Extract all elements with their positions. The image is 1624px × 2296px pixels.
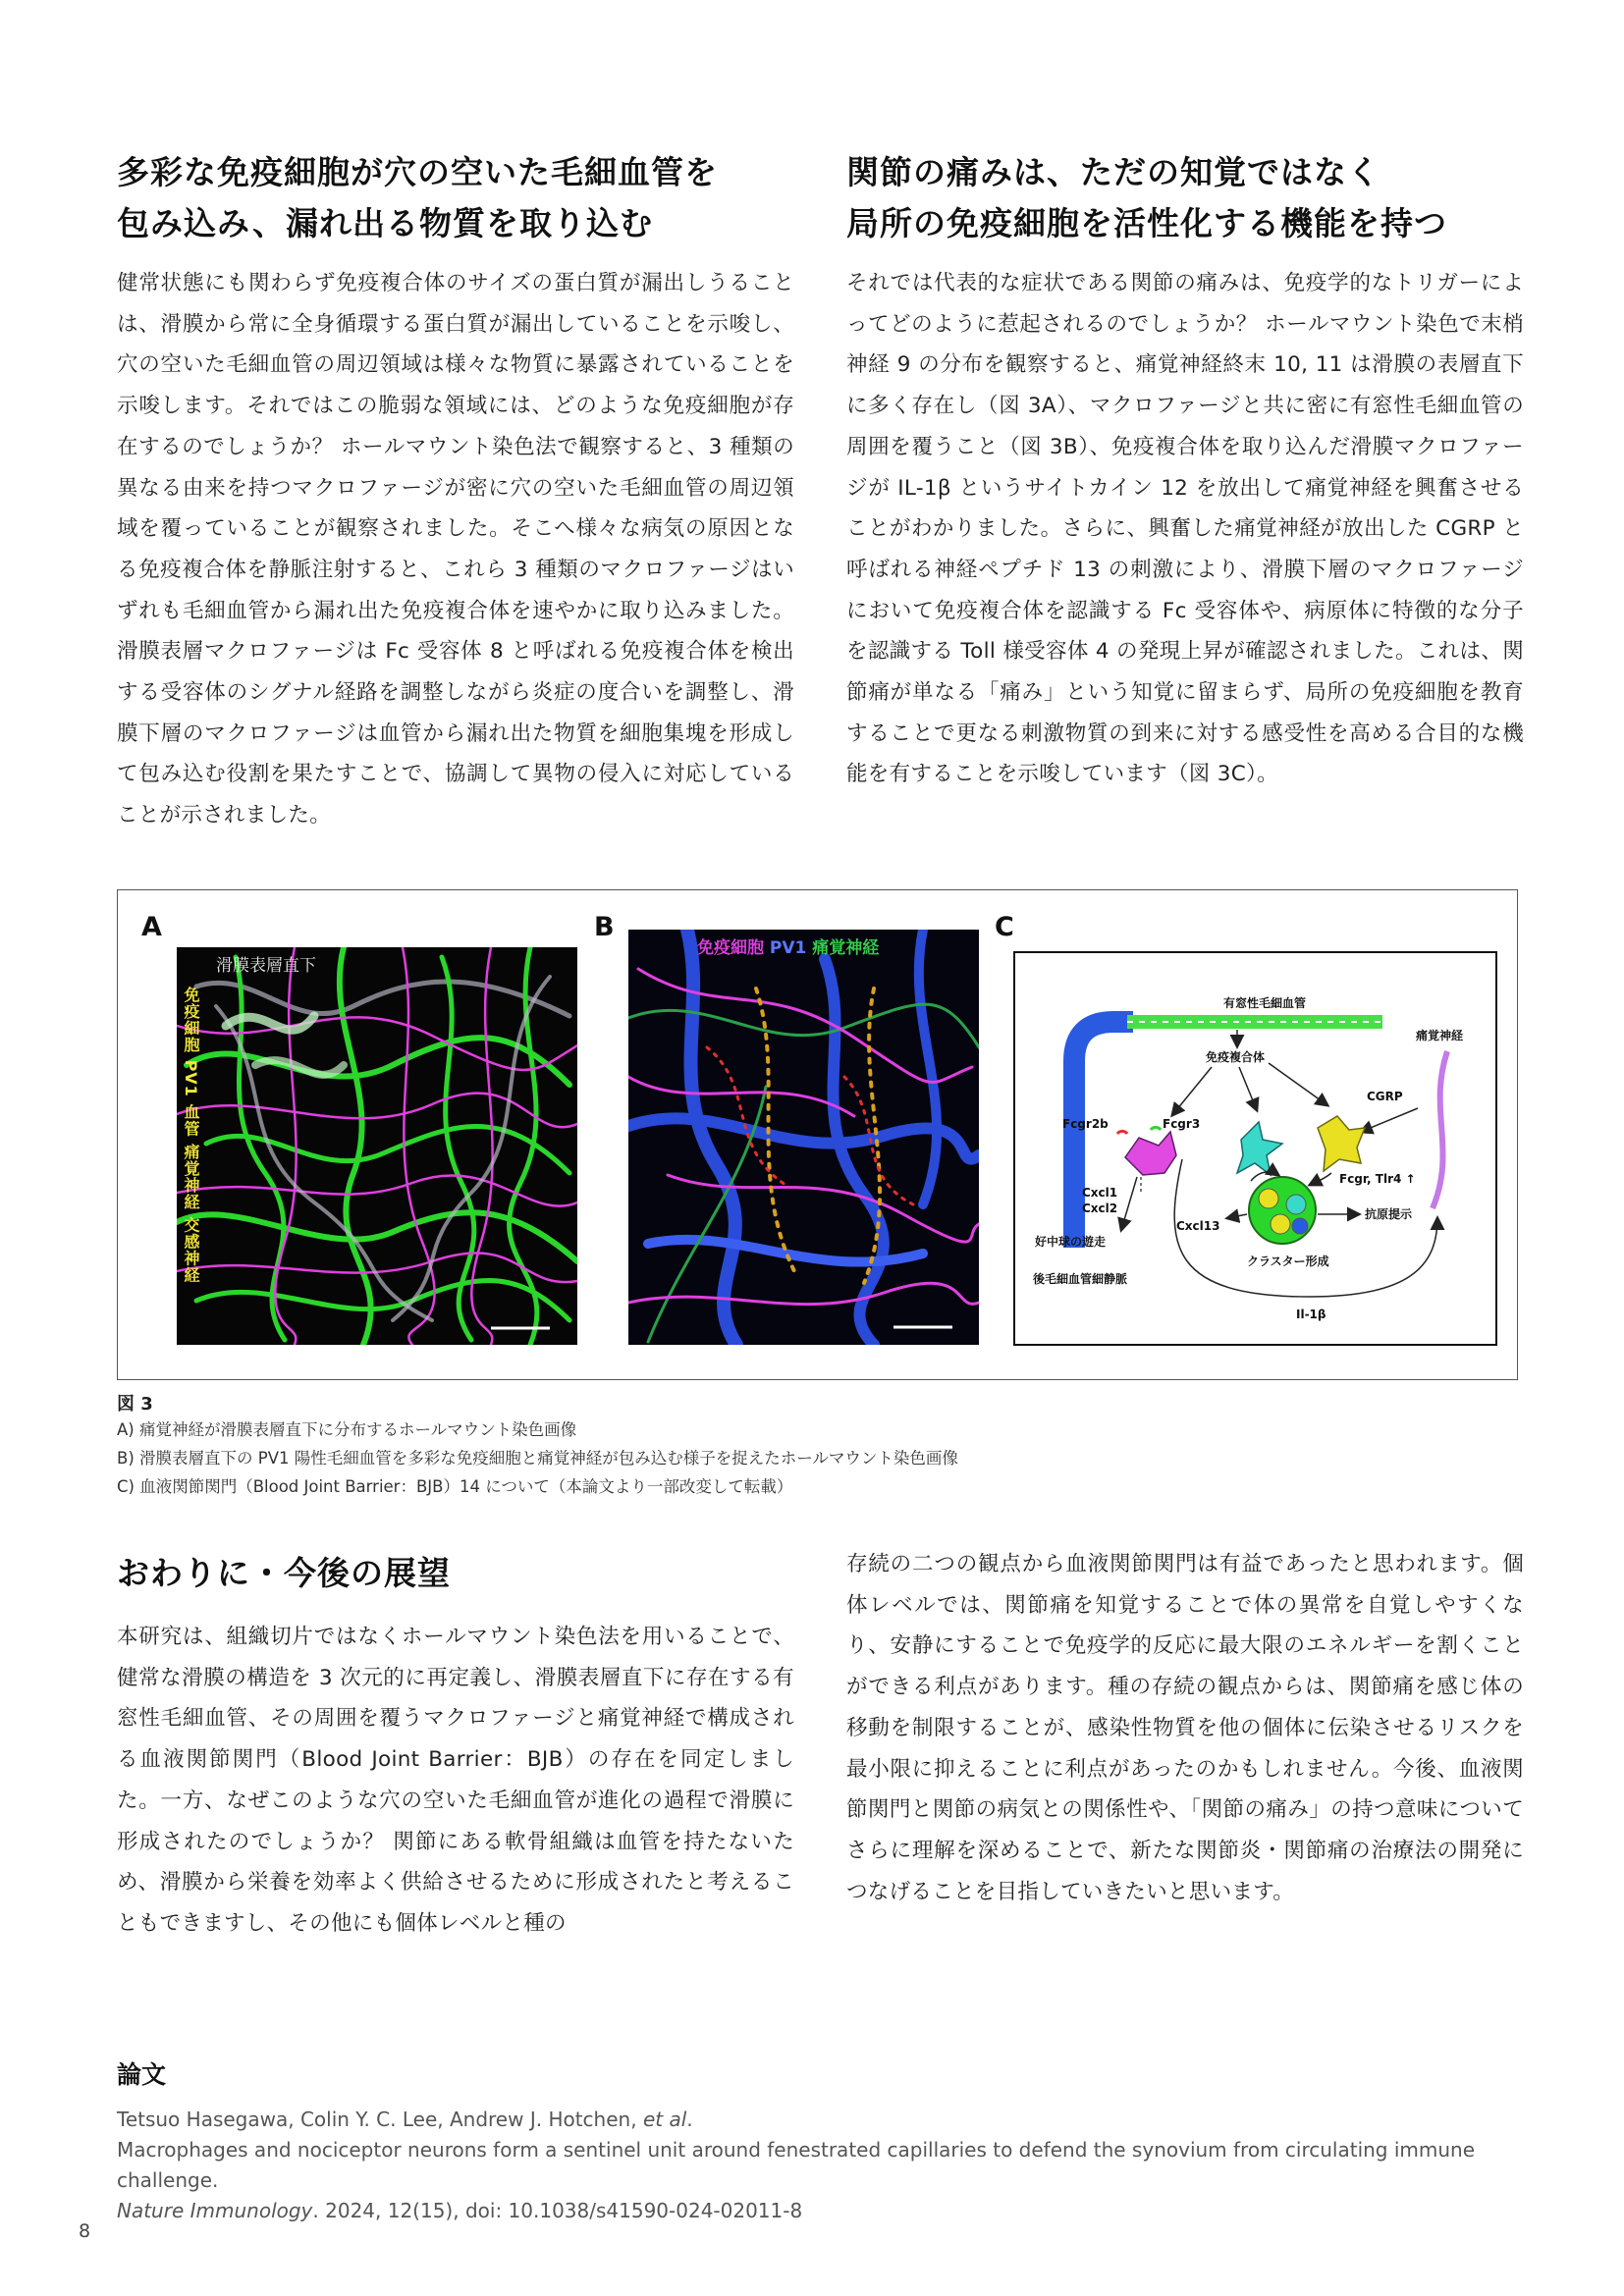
immune-complex-label: 免疫複合体 [1206,1050,1266,1064]
cgrp-label: CGRP [1367,1090,1403,1103]
cxcl1-label: Cxcl1 [1082,1186,1118,1200]
right-section-heading [846,147,1534,249]
caption-title: 図 3 [117,1394,153,1415]
panel-a-letter: A [141,912,162,942]
panel-b-legend-nerve: 痛覚神経 [812,938,880,958]
panel-c-svg [1015,953,1494,1343]
references-block [117,2105,1531,2226]
panel-a-top-label: 滑膜表層直下 [216,956,316,976]
left-heading-line2: 包み込み、漏れ出る物質を取り込む [117,204,653,242]
cyan-cell-shape [1237,1122,1282,1175]
panel-b-legend [697,934,879,958]
closing-heading: おわりに・今後の展望 [117,1554,451,1592]
reference-authors-end: . [686,2108,693,2131]
closing-left-paragraph: 本研究は、組織切片ではなくホールマウント染色法を用いることで、健常な滑膜の構造を 3 次元的に再定義し、滑膜表層直下に存在する有窓性毛細血管、その周囲を覆うマクロファージと痛覚神経で構成される血液関節関門（Blood Joint Barrier：BJB）の存在を同定しました。一方、なぜこのような穴の空いた毛細血管が進化の過程で滑膜に形成されたのでしょうか？ 関節にある軟骨組織は血管を持たないため、滑膜から栄養を効率よく供給させるために形成されたと考えることもできますし、その他にも個体レベルと種の [117,1625,794,1936]
right-heading-line1: 関節の痛みは、ただの知覚ではなく [846,153,1380,191]
reference-authors-names: Tetsuo Hasegawa, Colin Y. C. Lee, Andrew J. Hotchen, [117,2108,643,2131]
fcgr-tlr4-label: Fcgr, Tlr4 ↑ [1339,1172,1416,1186]
figure-caption [117,1390,1521,1501]
reference-journal [117,2196,1531,2226]
fcgr3-label: Fcgr3 [1163,1117,1201,1131]
panel-a-side-label: 免疫細胞 PV1 血管 痛覚神経 交感神経 [182,987,200,1284]
right-paragraph: それでは代表的な症状である関節の痛みは、免疫学的なトリガーによってどのように惹起されるのでしょうか？ ホールマウント染色で末梢神経 9 の分布を観察すると、痛覚神経終末 10, 11 は滑膜の表層直下に多く存在し（図 3A）、マクロファージと共に密に有窓性毛細血管の周囲を覆うこと（図 3B）、免疫複合体を取り込んだ滑膜マクロファージが IL-1β というサイトカイン 12 を放出して痛覚神経を興奮させることがわかりました。さらに、興奮した痛覚神経が放出した CGRP と呼ばれる神経ペプチド 13 の刺激により、滑膜下層のマクロファージにおいて免疫複合体を認識する Fc 受容体や、病原体に特徴的な分子を認識する Toll 様受容体 4 の発現上昇が確認されました。これは、関節痛が単なる「痛み」という知覚に留まらず、局所の免疫細胞を教育することで更なる刺激物質の到来に対する感受性を高める合目的な機能を有することを示唆しています（図 3C）。 [846,271,1524,787]
cxcl2-label: Cxcl2 [1082,1201,1118,1215]
left-paragraph: 健常状態にも関わらず免疫複合体のサイズの蛋白質が漏出しうることは、滑膜から常に全身循環する蛋白質が漏出していることを示唆し、穴の空いた毛細血管の周辺領域は様々な物質に暴露されていることを示唆します。それではこの脆弱な領域には、どのような免疫細胞が存在するのでしょうか？ ホールマウント染色法で観察すると、3 種類の異なる由来を持つマクロファージが密に穴の空いた毛細血管の周辺領域を覆っていることが観察されました。そこへ様々な病気の原因となる免疫複合体を静脈注射すると、これら 3 種類のマクロファージはいずれも毛細血管から漏れ出た免疫複合体を速やかに取り込みました。滑膜表層マクロファージは Fc 受容体 8 と呼ばれる免疫複合体を検出する受容体のシグナル経路を調整しながら炎症の度合いを調整し、滑膜下層のマクロファージは血管から漏れ出た物質を細胞集塊を形成して包み込む役割を果たすことで、協調して異物の侵入に対応していることが示されました。 [117,271,794,828]
capillary-label: 有窓性毛細血管 [1223,996,1307,1010]
fcgr2b-label: Fcgr2b [1062,1117,1109,1131]
left-section-heading [117,147,804,249]
panel-b-legend-pv1: PV1 [769,938,807,958]
il1b-label: Il-1β [1296,1308,1326,1321]
reference-details: . 2024, 12(15), doi: 10.1038/s41590-024-02011-8 [312,2199,803,2222]
panel-b-letter: B [594,912,615,942]
reference-journal-name: Nature Immunology [117,2199,313,2222]
right-heading-line2: 局所の免疫細胞を活性化する機能を持つ [846,204,1447,242]
figure-3 [117,889,1518,1380]
panel-b-image [628,930,979,1345]
cxcl13-label: Cxcl13 [1176,1219,1220,1233]
venule-label: 後毛細血管細静脈 [1033,1272,1128,1286]
caption-line-a: A) 痛覚神経が滑膜表層直下に分布するホールマウント染色画像 [117,1420,577,1439]
panel-a-image [177,947,577,1345]
panel-c-letter: C [995,912,1014,942]
panel-b-micrograph [628,930,979,1345]
panel-b-legend-immune: 免疫細胞 [697,938,764,958]
reference-authors-etal: et al [642,2108,687,2131]
references-heading: 論文 [117,2060,167,2089]
panel-c-diagram [1013,951,1497,1346]
pain-nerve-label: 痛覚神経 [1416,1029,1464,1042]
fcgr2b-cell-shape [1125,1132,1176,1175]
panel-a-micrograph [177,947,577,1345]
caption-line-b: B) 滑膜表層直下の PV1 陽性毛細血管を多彩な免疫細胞と痛覚神経が包み込む様子を捉えたホールマウント染色画像 [117,1449,958,1468]
pain-nerve-shape [1433,1051,1447,1208]
caption-line-c: C) 血液関節関門（Blood Joint Barrier：BJB）14 について（本論文より一部改変して転載） [117,1477,793,1496]
closing-right-paragraph: 存続の二つの観点から血液関節関門は有益であったと思われます。個体レベルでは、関節痛を知覚することで体の異常を自覚しやすくなり、安静にすることで免疫学的反応に最大限のエネルギーを割くことができる利点があります。種の存続の観点からは、関節痛を感じ体の移動を制限することが、感染性物質を他の個体に伝染させるリスクを最小限に抑えることに利点があったのかもしれません。今後、血液関節関門と関節の病気との関係性や、「関節の痛み」の持つ意味についてさらに理解を深めることで、新たな関節炎・関節痛の治療法の開発につなげることを目指していきたいと思います。 [846,1552,1524,1904]
page-number: 8 [79,2220,91,2242]
cluster-label: クラスター形成 [1247,1255,1329,1268]
reference-title: Macrophages and nociceptor neurons form a sentinel unit around fenestrated capillaries to defend the synovium from circulating immune challenge. [117,2138,1476,2192]
left-heading-line1: 多彩な免疫細胞が穴の空いた毛細血管を [117,153,718,191]
reference-authors [117,2105,1531,2135]
antigen-label: 抗原提示 [1365,1207,1413,1221]
yellow-cell-shape [1318,1116,1365,1171]
neutrophil-label: 好中球の遊走 [1035,1235,1107,1249]
